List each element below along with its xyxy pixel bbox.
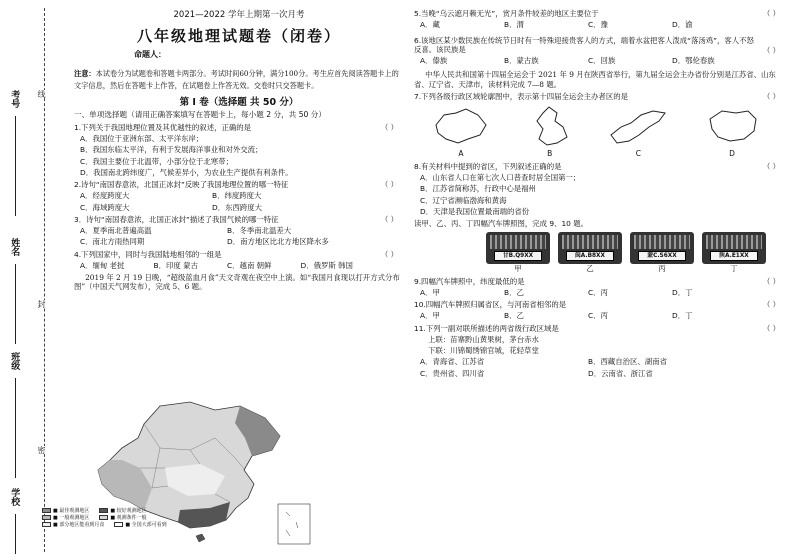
answer-paren: （ ） [762,300,780,309]
name-label: 姓名 [9,238,20,256]
map-legend [42,508,167,528]
option-a: A．山东省人口在第七次人口普查时居全国第一； [420,173,581,182]
car-front-ding [702,232,766,264]
answer-paren: （ ） [762,91,780,101]
option-b: B．冬季南北温差大 [227,226,292,236]
shape-d-outline [704,105,760,147]
shape-label-d: D [729,149,735,159]
plate-number: 蒙C.S6XX [638,251,686,261]
option-c: C．丙 [588,311,608,321]
question-stem: 3．诗句“南国春意浓，北国正冰封”描述了我国气候的哪一特征 [74,214,279,224]
province-shape-d [704,105,760,159]
south-sea-inset [278,504,310,544]
notice-text: 本试卷分为试题卷和答题卡两部分。考试时间60分钟，满分100分。考生应首先阅读答题卡上的文字信息，然后在答题卡上作答，在试题卷上作答无效。交卷时只交答题卡。 [74,69,399,90]
option-d: D．丁 [672,311,693,321]
legend-item: ■ 最佳观测地区 [42,508,89,515]
option-c: C．回族 [588,56,616,65]
cut-word-seal: 封 [37,300,46,308]
car-front-yi [558,232,622,264]
option-b: B．印度 蒙古 [153,260,198,270]
intro-q9-10: 读甲、乙、丙、丁四幅汽车牌照图，完成 9、10 题。 [414,219,589,228]
option-c: C．我国主要位于北温带，小部分位于北寒带； [80,156,233,166]
option-c: C．豫 [588,20,608,30]
answer-paren: （ ） [762,323,780,333]
section-title: 一、单项选择题（请用正确答案填写在答题卡上，每小题 2 分，共 50 分） [74,110,326,120]
option-d: D．云南省、浙江省 [588,368,653,378]
question-5 [414,9,786,30]
plate-number: 甘B.Q9XX [494,251,542,261]
province-shape-c [607,105,669,159]
plate-label: 乙 [586,264,594,274]
answer-paren: （ ） [380,249,398,259]
option-a: A．傣族 [420,56,448,65]
exam-title: 八年级地理试题卷（闭卷） [136,26,341,45]
class-label: 班级 [9,352,20,370]
option-d: D．丁 [672,287,693,297]
school-label: 学校 [9,488,20,506]
question-stem: 8.有关材料中提到的省区，下列叙述正确的是 [414,161,562,171]
question-stem: 2.诗句“南国春意浓，北国正冰封”反映了我国地理位置的哪一特征 [74,180,289,190]
couplet-upper: 上联：苗寨黔山黄果树，茅台赤水 [428,334,539,344]
option-a: A．甲 [420,287,440,297]
answer-paren: （ ） [762,45,780,55]
answer-paren: （ ） [380,180,398,190]
school-field[interactable] [15,514,16,554]
couplet-lower: 下联：川锦蜀绣锦官城，花轻草堂 [428,346,539,355]
question-8 [414,162,786,216]
shape-label-c: C [635,149,641,159]
option-d: D．我国南北跨纬度广，气候差异小，为农业生产提供有利条件。 [80,167,293,177]
option-d: D．天津是我国位置最南端的省份 [420,206,530,216]
hainan-island [196,534,205,542]
question-3 [74,215,404,247]
plate-label: 甲 [514,264,522,274]
exam-no-field[interactable] [15,116,16,216]
question-stem: 4.下列国家中，同时与我国陆地相邻的一组是 [74,249,222,259]
option-a: A．我国位于亚洲东部、太平洋东岸； [80,134,204,144]
right-column [414,6,786,378]
option-b: B．渭 [504,20,524,30]
shape-a-outline [430,105,492,147]
question-7 [414,92,786,101]
answer-paren: （ ） [762,9,780,18]
option-b: B．纬度跨度大 [212,191,262,201]
answer-paren: （ ） [380,214,398,224]
intro-q5-6: 2019 年 2 月 19 日晚，“超级蓝血月食”天文奇观在夜空中上演。如“我国月食现以打开方式分布图”（中国天气网发布），完成 5、6 题。 [74,273,400,292]
question-6 [414,36,786,66]
answer-paren: （ ） [380,122,398,132]
question-1 [74,123,404,177]
plate-label: 丙 [658,264,666,274]
answer-paren: （ ） [762,276,780,286]
option-d: D．南方地区比北方地区降水多 [227,237,329,247]
left-column [74,0,404,292]
part1-title: 第 Ⅰ 卷（选择题 共 50 分） [179,97,299,109]
option-d: D．俄罗斯 韩国 [300,260,353,270]
question-stem: 6.该地区某少数民族在传统节日时有一特殊迎接贵客人的方式，端着水盆把客人泼成“落汤鸡”，客人不怒反喜。该民族是 [414,35,754,54]
option-b: B．蒙古族 [504,56,539,65]
shape-c-outline [607,105,669,147]
plate-labels [486,264,786,273]
option-a: A．经度跨度大 [80,191,130,201]
question-9 [414,277,786,298]
intro-q7-8: 中华人民共和国第十四届全运会于 2021 年 9 月在陕西省举行，第九届全运会主办省份分别是江苏省、山东省、辽宁省、天津市，读材料完成 7—8 题。 [414,70,776,89]
question-stem: 7.下列各级行政区域轮廓图中，表示第十四届全运会主办者区的是 [414,91,628,101]
option-b: B．江苏省简称苏，行政中心是福州 [420,184,536,194]
legend-item: ■ 观测条件一般 [99,515,146,522]
option-c: C．南北方雨热同期 [80,237,145,247]
option-c: C．海域跨度大 [80,202,130,212]
plate-label: 丁 [730,264,738,274]
option-b: B．西藏自治区、湖南省 [588,357,667,367]
question-stem: 11.下列一副对联所描述的两省级行政区域是 [414,323,559,333]
province-shape-a [430,105,492,159]
shape-b-outline [527,105,573,147]
option-a: A．甲 [420,311,440,321]
option-b: B．我国东临太平洋，有利于发展海洋事业和对外交流； [80,145,263,155]
option-a: A．夏季南北普遍高温 [80,226,152,236]
province-shape-b [527,105,573,159]
question-stem: 5.当晚“乌云遮月赖无光”，赏月条件较差的地区主要位于 [414,9,599,18]
option-c: C．辽宁省濒临渤海和黄海 [420,195,507,205]
legend-item: ■ 较好观测地区 [99,508,146,515]
option-a: A．缅甸 老挝 [80,260,125,270]
question-11 [414,324,786,378]
option-d: D．鄂伦春族 [672,56,715,65]
option-b: B．乙 [504,287,524,297]
province-shapes [414,105,786,159]
plate-number: 闽A.B8XX [566,251,614,261]
legend-item: ■ 一般观测地区 [42,515,89,522]
exam-year-line: 2021—2022 学年上期第一次月考 [173,10,305,20]
answer-paren: （ ） [762,161,780,171]
class-field[interactable] [15,378,16,478]
question-2 [74,180,404,212]
question-4 [74,250,404,271]
car-front-jia [486,232,550,264]
shape-label-b: B [547,149,553,159]
option-d: D．东西跨度大 [212,202,263,212]
option-c: C．丙 [588,287,608,297]
question-stem: 10.四幅汽车牌照归属省区，与河南省相邻的是 [414,300,567,309]
option-b: B．乙 [504,311,524,321]
author-label: 命题人： [134,50,166,60]
name-field[interactable] [15,264,16,344]
plate-number: 陕A.E1XX [710,251,758,261]
shape-label-a: A [458,149,464,159]
option-a: A．藏 [420,20,440,30]
legend-item: ■ 全国大部可看到 [114,522,166,529]
option-d: D．渝 [672,20,693,30]
notice [74,68,404,91]
cut-word-line: 线 [37,90,46,98]
notice-label: 注意： [74,69,96,79]
cut-word-secret: 密 [37,446,46,454]
question-stem: 9.四幅汽车牌照中，纬度最低的是 [414,276,525,286]
license-plates [486,232,786,264]
legend-item: ■ 部分地区能看到月食 [42,522,104,529]
car-front-bing [630,232,694,264]
option-c: C．贵州省、四川省 [420,368,485,378]
exam-no-label: 考号 [9,90,20,108]
option-a: A．青海省、江苏省 [420,357,485,367]
option-c: C．越南 朝鲜 [227,260,272,270]
question-10 [414,300,786,321]
question-stem: 1.下列关于我国地理位置及其优越性的叙述，正确的是 [74,122,252,132]
